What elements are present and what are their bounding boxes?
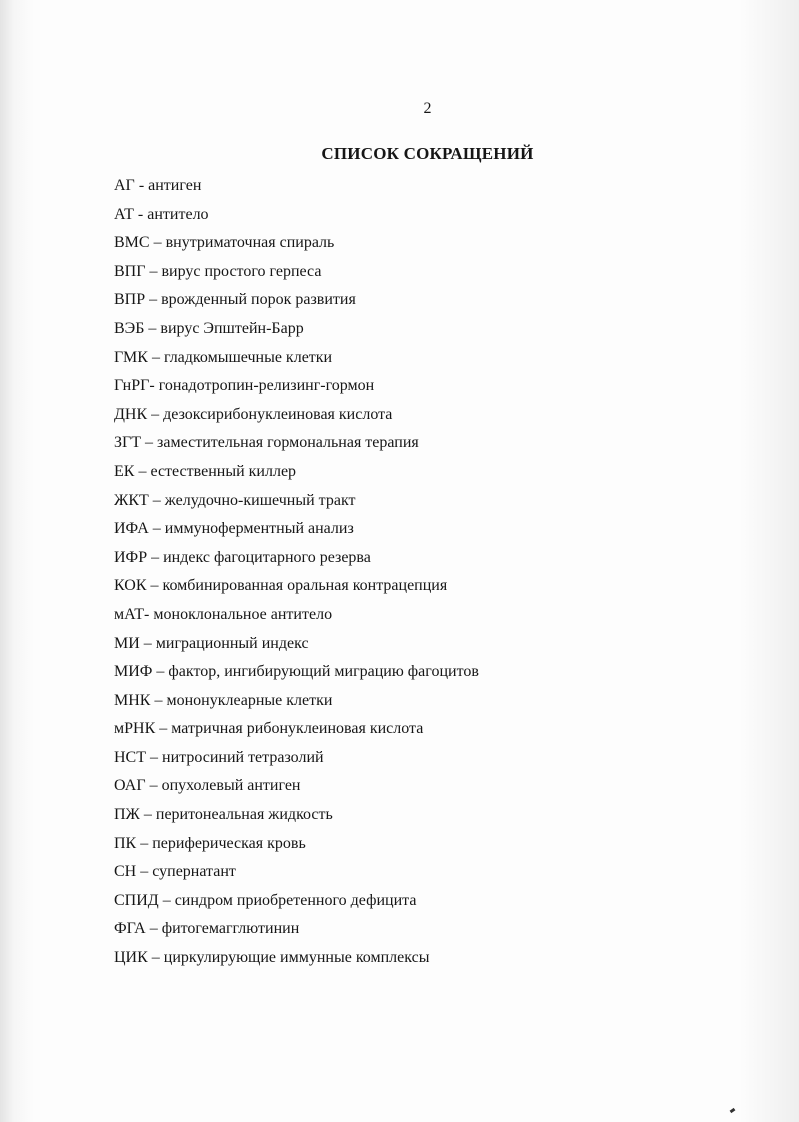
abbreviation-entry <box>114 715 479 744</box>
abbreviation-separator: – <box>145 777 162 795</box>
abbreviation-separator: – <box>141 434 158 452</box>
abbreviation-term: ЗГТ <box>114 434 142 452</box>
abbreviation-definition: заместительная гормональная терапия <box>157 434 419 452</box>
abbreviation-separator: – <box>146 748 162 766</box>
abbreviation-definition: гладкомышечные клетки <box>163 348 333 366</box>
abbreviation-entry <box>114 572 479 601</box>
abbreviation-separator: – <box>150 691 167 709</box>
abbreviation-term: ИФР <box>114 548 148 566</box>
abbreviation-term: СН <box>114 863 137 881</box>
abbreviation-definition: моноклональное антитело <box>153 605 333 623</box>
abbreviation-definition: индекс фагоцитарного резерва <box>163 548 371 566</box>
abbreviation-definition: комбинированная оральная контрацепция <box>162 577 448 595</box>
abbreviation-term: МНК <box>114 691 151 709</box>
abbreviation-entry <box>114 887 479 916</box>
abbreviation-definition: вирус простого герпеса <box>161 262 322 280</box>
abbreviation-separator: – <box>158 891 175 909</box>
abbreviation-definition: нитросиний тетразолий <box>162 748 324 766</box>
abbreviation-entry <box>114 286 479 315</box>
abbreviation-definition: перитонеальная жидкость <box>155 806 333 824</box>
abbreviation-definition: иммуноферментный анализ <box>164 520 354 538</box>
abbreviation-definition: супернатант <box>152 863 236 881</box>
abbreviation-definition: вирус Эпштейн-Барр <box>160 319 304 337</box>
abbreviation-term: СПИД <box>114 891 159 909</box>
abbreviation-separator: – <box>152 663 169 681</box>
abbreviation-entry <box>114 830 479 859</box>
abbreviation-separator: - <box>144 605 154 623</box>
abbreviation-separator: – <box>139 806 156 824</box>
abbreviation-definition: внутриматочная спираль <box>165 234 335 252</box>
abbreviation-definition: антитело <box>147 205 209 223</box>
abbreviation-separator: – <box>145 291 162 309</box>
scan-speck <box>730 1108 736 1113</box>
abbreviation-definition: фитогемагглютинин <box>161 920 300 938</box>
abbreviation-entry <box>114 801 479 830</box>
abbreviation-term: ГнРГ <box>114 377 150 395</box>
abbreviation-entry <box>114 315 479 344</box>
abbreviation-separator: - <box>134 177 149 194</box>
abbreviation-term: ОАГ <box>114 777 146 795</box>
abbreviation-definition: антиген <box>148 177 202 194</box>
abbreviation-separator: – <box>148 491 165 509</box>
abbreviation-term: мАТ <box>114 605 145 623</box>
abbreviation-separator: – <box>147 348 164 366</box>
abbreviation-separator: – <box>155 720 172 738</box>
abbreviation-separator: – <box>147 548 164 566</box>
abbreviation-definition: синдром приобретенного дефицита <box>174 891 417 909</box>
scan-shadow-left <box>0 0 34 1122</box>
abbreviation-separator: – <box>139 634 156 652</box>
abbreviation-separator: – <box>136 863 153 881</box>
abbreviation-term: АГ <box>114 177 135 194</box>
abbreviation-entry <box>114 687 479 716</box>
abbreviation-entry <box>114 401 479 430</box>
abbreviation-separator: – <box>146 577 163 595</box>
scan-shadow-right <box>739 0 799 1122</box>
abbreviation-separator: – <box>147 405 164 423</box>
abbreviation-term: НСТ <box>114 748 146 766</box>
abbreviation-entry <box>114 201 479 230</box>
abbreviation-entry <box>114 458 479 487</box>
abbreviation-definition: фактор, ингибирующий миграцию фагоцитов <box>168 663 479 681</box>
abbreviation-term: ВПГ <box>114 262 146 280</box>
abbreviation-entry <box>114 229 479 258</box>
abbreviation-term: ФГА <box>114 920 146 938</box>
abbreviation-term: ПК <box>114 834 137 852</box>
abbreviation-definition: циркулирующие иммунные комплексы <box>163 949 430 967</box>
abbreviation-separator: - <box>133 205 148 223</box>
abbreviation-term: ЦИК <box>114 949 148 967</box>
abbreviation-entry <box>114 515 479 544</box>
abbreviation-entry <box>114 601 479 630</box>
abbreviation-term: ВМС <box>114 234 150 252</box>
abbreviation-separator: – <box>136 834 153 852</box>
abbreviation-separator: – <box>148 520 165 538</box>
abbreviation-entry <box>114 630 479 659</box>
abbreviation-term: ПЖ <box>114 806 140 824</box>
abbreviation-definition: врожденный порок развития <box>161 291 356 309</box>
abbreviation-entry <box>114 744 479 773</box>
abbreviation-entry <box>114 915 479 944</box>
abbreviation-entry <box>114 772 479 801</box>
abbreviation-term: ГМК <box>114 348 148 366</box>
abbreviation-entry <box>114 858 479 887</box>
abbreviation-term: ЖКТ <box>114 491 149 509</box>
abbreviation-term: КОК <box>114 577 147 595</box>
abbreviation-term: МИ <box>114 634 140 652</box>
abbreviation-definition: периферическая кровь <box>152 834 306 852</box>
abbreviation-definition: дезоксирибонуклеиновая кислота <box>163 405 393 423</box>
abbreviation-term: ИФА <box>114 520 149 538</box>
abbreviation-definition: гонадотропин-релизинг-гормон <box>158 377 375 395</box>
abbreviation-definition: желудочно-кишечный тракт <box>164 491 356 509</box>
abbreviation-list <box>114 172 479 973</box>
abbreviation-definition: естественный киллер <box>150 462 297 480</box>
abbreviation-term: ВПР <box>114 291 146 309</box>
abbreviation-entry <box>114 344 479 373</box>
abbreviation-definition: матричная рибонуклеиновая кислота <box>171 720 424 738</box>
abbreviation-entry <box>114 487 479 516</box>
abbreviation-entry <box>114 172 479 201</box>
abbreviation-separator: – <box>145 920 162 938</box>
page-number: 2 <box>423 100 432 117</box>
abbreviation-separator: – <box>145 262 162 280</box>
abbreviation-entry <box>114 944 479 973</box>
abbreviation-term: мРНК <box>114 720 156 738</box>
abbreviation-definition: миграционный индекс <box>155 634 309 652</box>
abbreviation-term: МИФ <box>114 663 153 681</box>
page-title: СПИСОК СОКРАЩЕНИЙ <box>321 144 534 163</box>
abbreviation-definition: мононуклеарные клетки <box>166 691 333 709</box>
abbreviation-term: ЕК <box>114 462 135 480</box>
abbreviation-separator: – <box>144 319 161 337</box>
abbreviation-entry <box>114 658 479 687</box>
abbreviation-separator: – <box>147 949 164 967</box>
abbreviation-entry <box>114 258 479 287</box>
abbreviation-term: АТ <box>114 205 134 223</box>
abbreviation-separator: - <box>149 377 159 395</box>
abbreviation-entry <box>114 429 479 458</box>
abbreviation-definition: опухолевый антиген <box>161 777 301 795</box>
abbreviation-entry <box>114 544 479 573</box>
abbreviation-term: ДНК <box>114 405 148 423</box>
abbreviation-term: ВЭБ <box>114 319 145 337</box>
abbreviation-separator: – <box>149 234 166 252</box>
abbreviation-entry <box>114 372 479 401</box>
abbreviation-separator: – <box>134 462 151 480</box>
